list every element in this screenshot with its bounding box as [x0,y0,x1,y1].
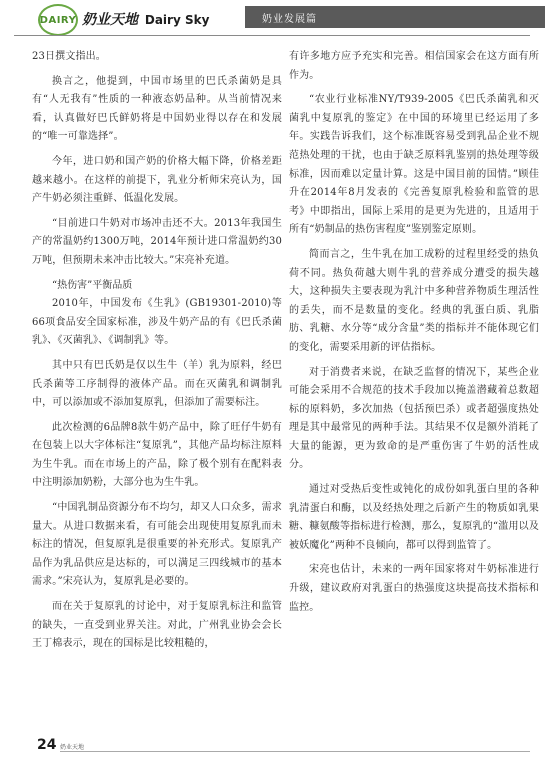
logo-icon [38,4,78,36]
left-column [32,48,282,660]
footer-divider [60,751,530,752]
paragraph: 换言之，他提到，中国市场里的巴氏杀菌奶是具有“人无我有”性质的一种液态奶品种。从当前情况来看，认真做好巴氏鲜奶将是中国奶业得以存在和发展的“唯一可靠选择”。 [32,75,282,143]
header-divider [14,35,530,36]
paragraph: 宋亮也估计，未来的一两年国家将对牛奶标准进行升级，建议政府对乳蛋白的热强度这块提高技术指标和监控。 [289,564,539,613]
paragraph: 通过对受热后变性或钝化的成份如乳蛋白里的各种乳清蛋白和酶，以及经热处理之后新产生的物质如乳果糖、糠氨酸等指标进行检测，那么，复原乳的“滥用以及被妖魔化”两种不良倾向，都可以得到监管了。 [289,484,539,551]
paragraph: 有许多地方应予充实和完善。相信国家会在这方面有所作为。 [289,51,539,81]
brand-en: Dairy Sky [144,13,210,27]
paragraph: 简而言之，生牛乳在加工成粉的过程里经受的热负荷不同。热负荷越大则牛乳的营养成分遭受的损失越大，这种损失主要表现为乳汁中多种营养物质生理活性的丢失，而不是数量的变化。经典的乳蛋白质、乳脂肪、乳糖、水分等“成分含量”类的指标并不能体现它们的变化，需要采用新的评估指标。 [289,248,539,353]
page-header [0,0,545,46]
brand-name [82,9,209,29]
paragraph: “中国乳制品资源分布不均匀，却又人口众多，需求量大。从进口数据来看，有可能会出现使用复原乳而未标注的情况，但复原乳是很重要的补充形式。复原乳产品作为乳品供应是达标的，可以满足三四线城市的基本需求。”宋亮认为，复原乳是必要的。 [32,502,282,588]
paragraph: 对于消费者来说，在缺乏监督的情况下，某些企业可能会采用不合规范的技术手段加以掩盖潜藏着总数超标的原料奶，多次加热（包括预巴杀）或者超强度热处理是其中最常见的两种手法。其结果不仅是额外消耗了大量的能源，更为致命的是严重伤害了牛奶的活性成分。 [289,366,539,471]
paragraph: 23日撰文指出。 [32,51,106,62]
paragraph: 此次检测的6品牌8款牛奶产品中，除了旺仔牛奶有在包装上以大字体标注“复原乳”，其他产品均标注原料为生牛乳。而在市场上的产品，除了极个别有在配料表中注明添加奶粉，大部分也为生牛乳。 [32,421,282,489]
subheading: “热伤害”平衡品质 [52,279,133,291]
paragraph: 而在关于复原乳的讨论中，对于复原乳标注和监管的缺失，一直受到业界关注。对此，广州乳业协会会长王丁棉表示，现在的国标是比较粗糙的， [32,601,282,650]
page-number: 24 [37,737,57,753]
right-column [289,48,539,623]
footer-label: 奶业天地 [60,744,85,751]
paragraph: 2010年，中国发布《生乳》(GB19301-2010)等66项食品安全国家标准，涉及牛奶产品的有《巴氏杀菌乳》、《灭菌乳》、《调制乳》等。 [32,298,282,347]
brand-cn: 奶业天地 [82,12,138,28]
paragraph: “农业行业标准NY/T939-2005《巴氏杀菌乳和灭菌乳中复原乳的鉴定》在中国的环境里已经运用了多年。实践告诉我们，这个标准既容易受到乳品企业不规范热处理的干扰，也由于缺乏原料乳鉴别的热处理等级标准，因而难以定量计算。这是中国目前的国情。”顾佳升在2014年8月发表的《完善复原乳检验和监管的思考》中即指出，国际上采用的是更为先进的，且适用于所有“奶制品的热伤害程度”鉴别鉴定原则。 [289,94,539,236]
paragraph: 其中只有巴氏奶是仅以生牛（羊）乳为原料，经巴氏杀菌等工序制得的液体产品。而在灭菌乳和调制乳中，可以添加或不添加复原乳，但添加了需要标注。 [32,359,282,409]
logo-text: DAIRY [39,14,77,26]
section-label: 奶业发展篇 [262,14,317,25]
paragraph: “目前进口牛奶对市场冲击还不大。2013年我国生产的常温奶约1300万吨，2014年预计进口常温奶约30万吨，但预期未来冲击比较大。”宋亮补充道。 [32,217,282,266]
paragraph: 今年，进口奶和国产奶的价格大幅下降，价格差距越来越小。在这样的前提下，乳业分析师宋亮认为，国产牛奶必须注重鲜、低温化发展。 [32,155,282,205]
